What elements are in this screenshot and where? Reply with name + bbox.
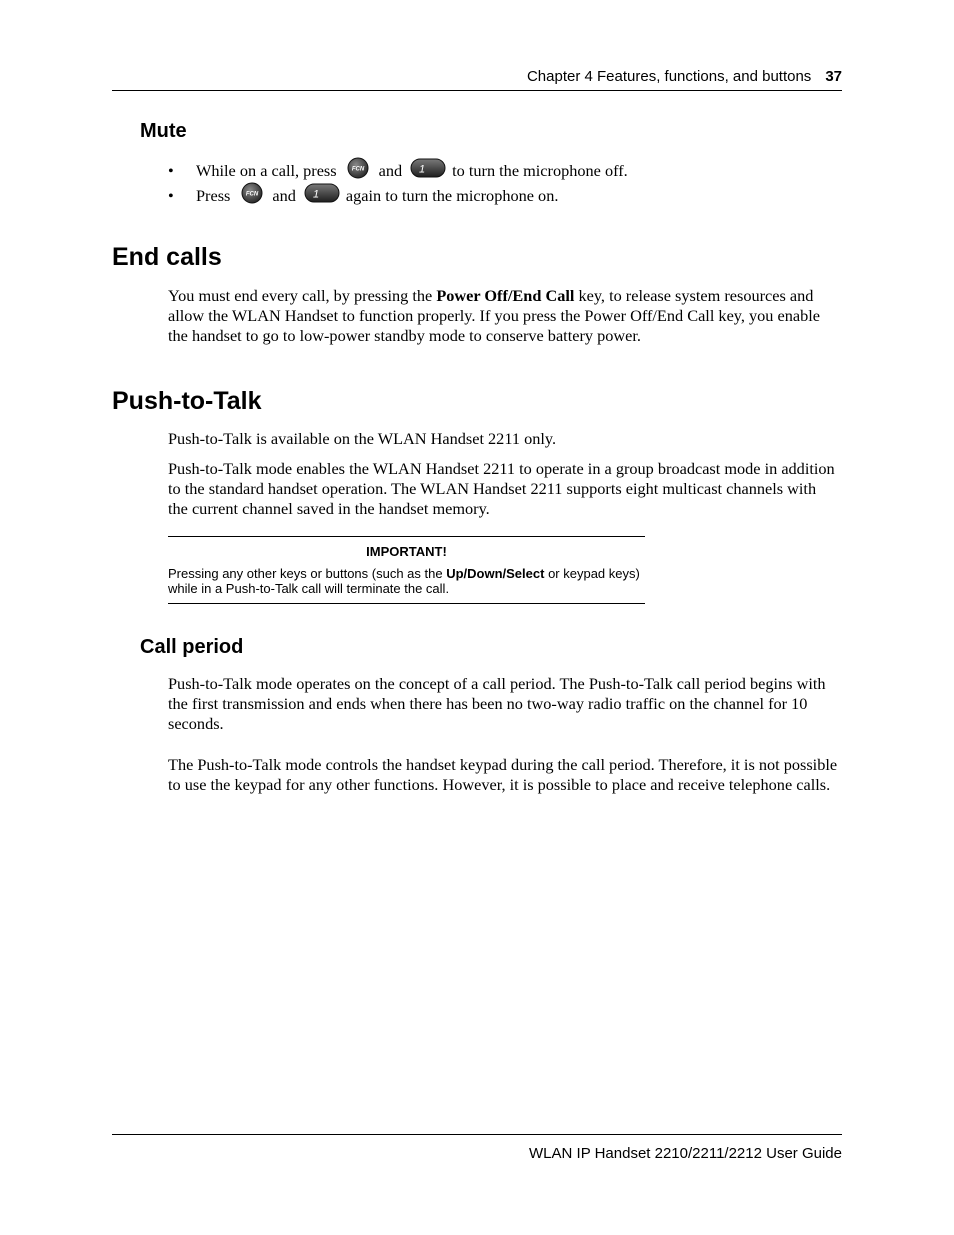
bullet-text-prefix: Press — [196, 185, 231, 205]
bullet-text-and: and — [378, 160, 403, 180]
bullet-text-suffix: to turn the microphone off. — [452, 160, 628, 180]
call-period-paragraph-1: Push-to-Talk mode operates on the concept of a call period. The Push-to-Talk call period begins with the first transmission and ends when there has been no two-way radio traffic on the channel for 10 seconds. — [168, 674, 826, 733]
call-period-paragraph-2: The Push-to-Talk mode controls the handset keypad during the call period. Therefore, it is not possible to use the keypad for any other functions. However, it is possible to place and receive telephone calls. — [168, 755, 838, 794]
svg-text:1: 1 — [419, 163, 426, 176]
bullet-dot: • — [168, 185, 174, 205]
bullet-text-and: and — [272, 185, 296, 205]
mute-bullet-off — [168, 157, 628, 184]
mute-bullet-on — [168, 182, 559, 209]
header-rule — [112, 90, 842, 91]
call-period-heading: Call period — [140, 636, 244, 658]
fcn-key-icon — [241, 182, 263, 209]
svg-text:FCN: FCN — [246, 191, 259, 198]
bullet-dot: • — [168, 160, 174, 180]
footer-guide-title: WLAN IP Handset 2210/2211/2212 User Guide — [529, 1145, 842, 1162]
end-calls-paragraph: You must end every call, by pressing the Power Off/End Call key, to release system resources and allow the WLAN Handset to function properly. If you press the Power Off/End Call key, you enable the handset to go to low-power standby mode to conserve battery power. — [168, 286, 820, 345]
important-note — [168, 536, 645, 604]
svg-text:1: 1 — [312, 188, 319, 201]
important-title: IMPORTANT! — [366, 544, 447, 559]
mute-heading: Mute — [140, 120, 187, 142]
footer-rule — [112, 1134, 842, 1135]
page-number: 37 — [825, 68, 842, 85]
fcn-key-icon — [347, 157, 369, 184]
one-key-icon — [304, 183, 340, 208]
svg-text:FCN: FCN — [351, 166, 364, 173]
bullet-text-prefix: While on a call, press — [196, 160, 337, 180]
end-calls-heading: End calls — [112, 243, 222, 271]
push-to-talk-heading: Push-to-Talk — [112, 387, 262, 415]
one-key-icon — [410, 158, 446, 183]
running-header — [527, 68, 842, 85]
power-off-key-name: Power Off/End Call — [436, 286, 575, 305]
bullet-text-suffix: again to turn the microphone on. — [345, 185, 559, 205]
push-to-talk-availability: Push-to-Talk is available on the WLAN Handset 2211 only. — [168, 429, 557, 448]
chapter-title: Chapter 4 Features, functions, and buttons — [526, 68, 812, 85]
push-to-talk-description: Push-to-Talk mode enables the WLAN Handset 2211 to operate in a group broadcast mode in addition to the standard handset operation. The WLAN Handset 2211 supports eight multicast channels with the current channel saved in the handset memory. — [168, 459, 835, 518]
important-text: Pressing any other keys or buttons (such as the Up/Down/Select or keypad keys) while in a Push-to-Talk call will terminate the call. — [168, 566, 640, 596]
